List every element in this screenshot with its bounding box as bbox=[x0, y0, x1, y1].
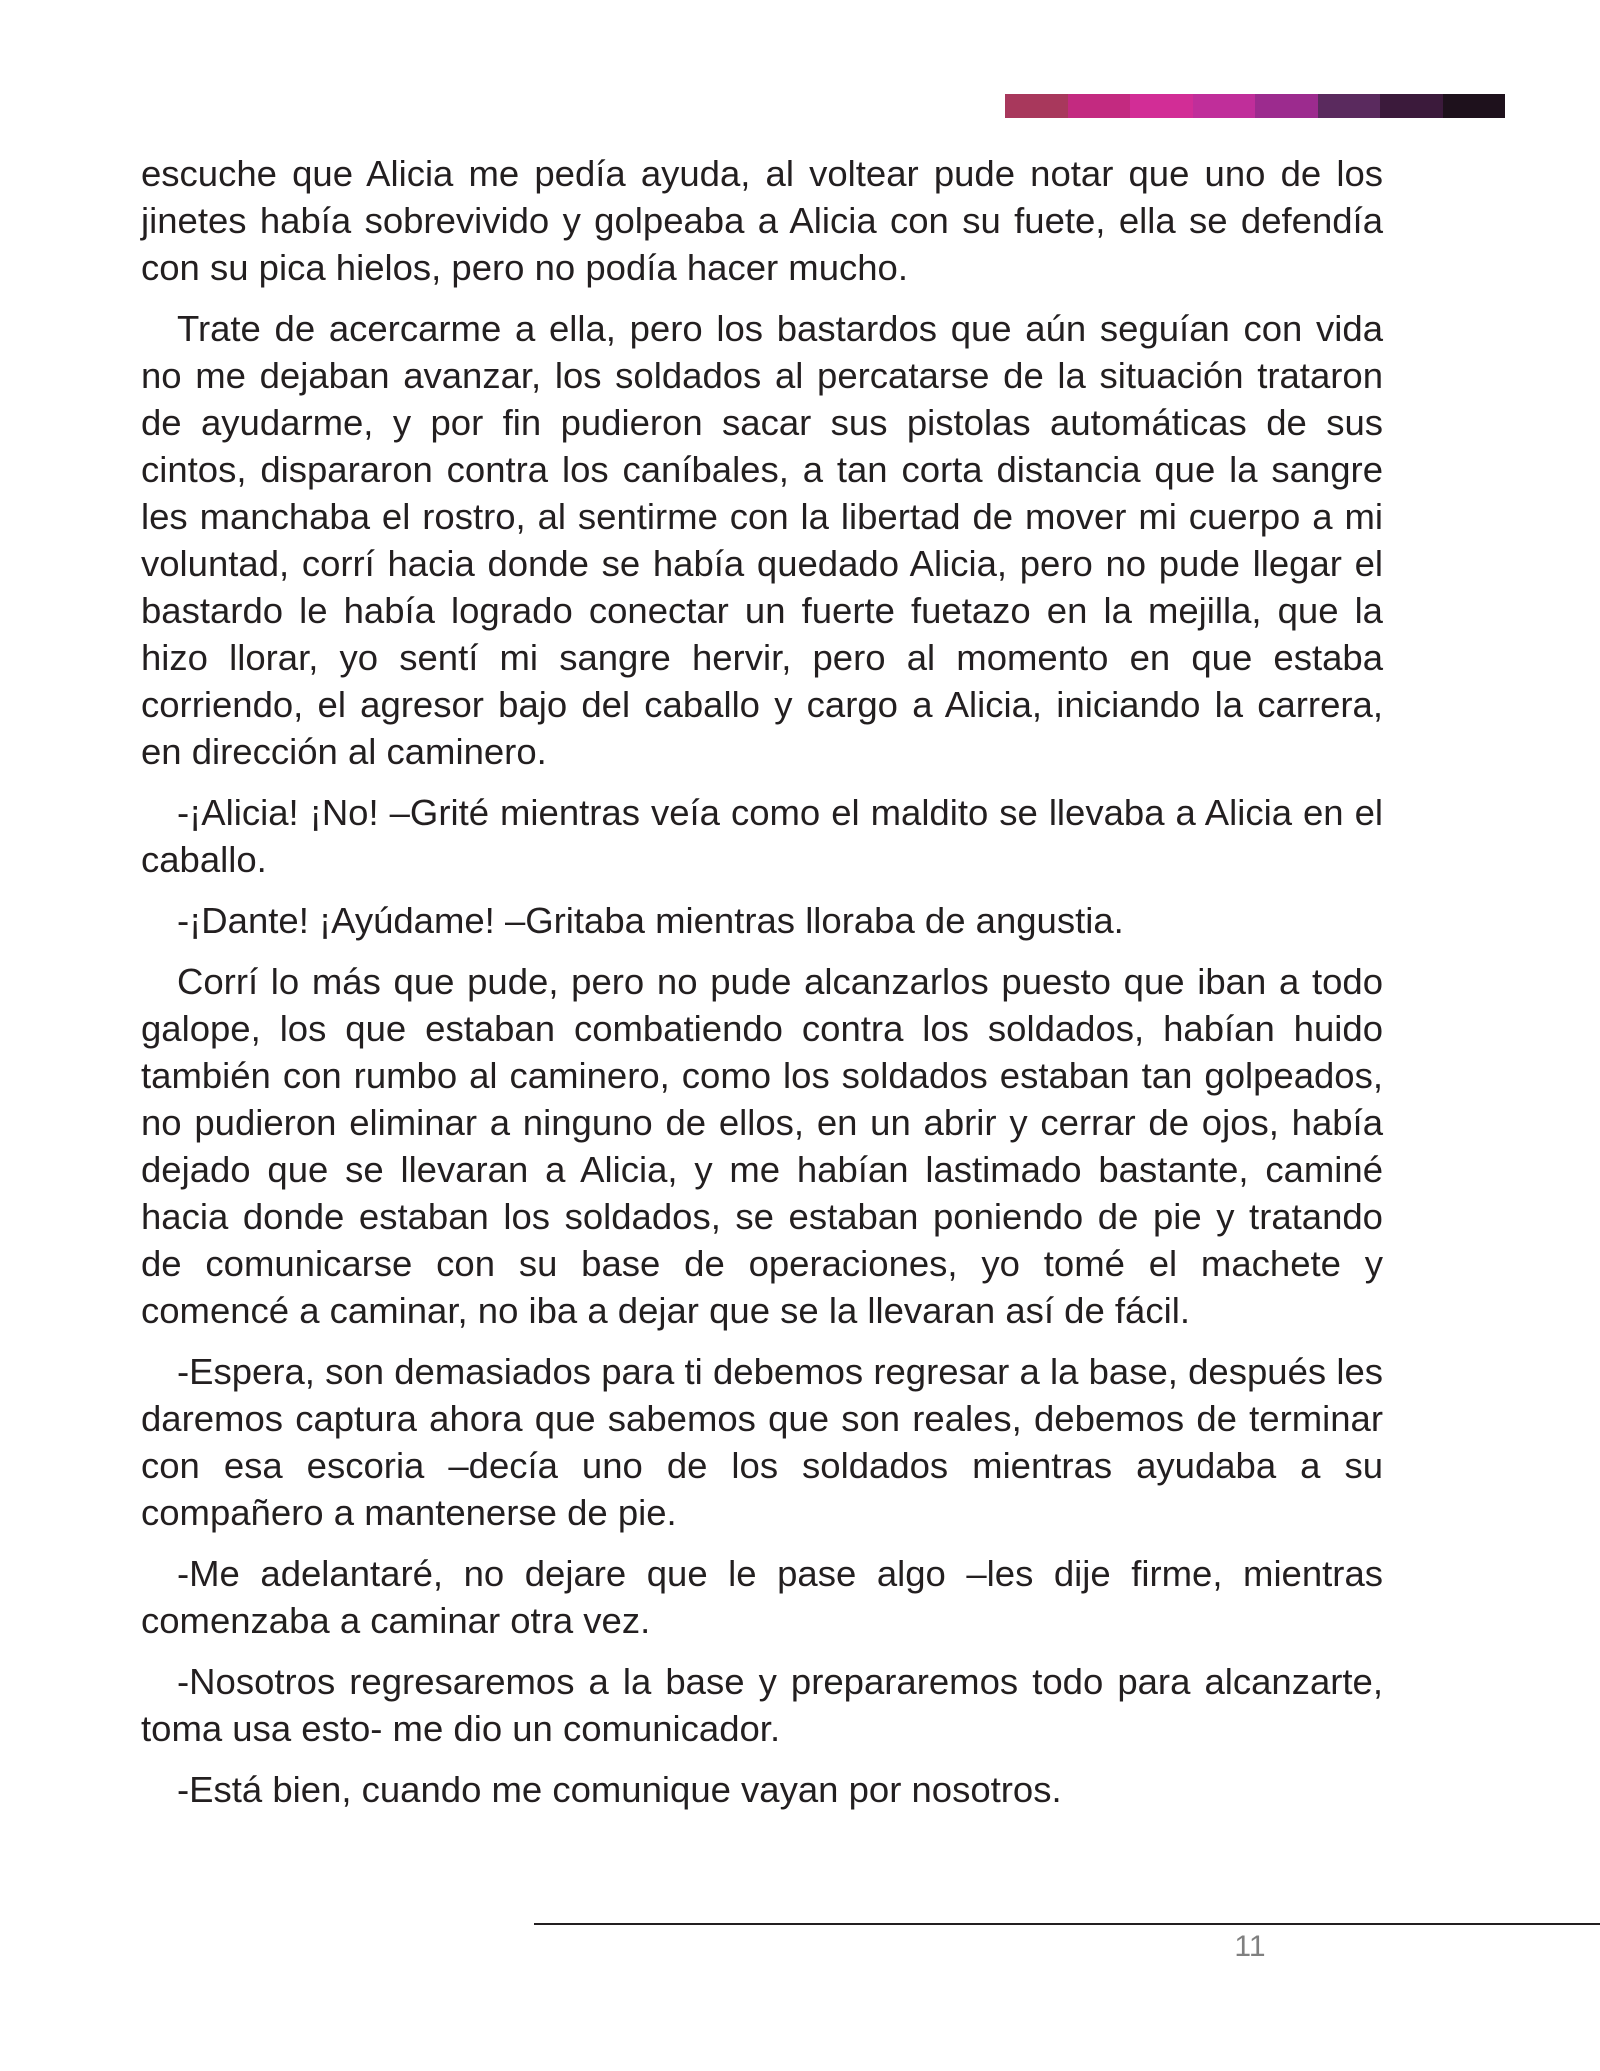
header-color-segment bbox=[1005, 94, 1068, 118]
page-number: 11 bbox=[1234, 1930, 1266, 1963]
header-color-segment bbox=[1068, 94, 1131, 118]
page-body bbox=[141, 150, 1383, 1827]
paragraph: Corrí lo más que pude, pero no pude alcanzarlos puesto que iban a todo galope, los que estaban combatiendo contra los soldados, habían huido también con rumbo al caminero, como los soldados estaban tan golpeados, no pudieron eliminar a ninguno de ellos, en un abrir y cerrar de ojos, había dejado que se llevaran a Alicia, y me habían lastimado bastante, caminé hacia donde estaban los soldados, se estaban poniendo de pie y tratando de comunicarse con su base de operaciones, yo tomé el machete y comencé a caminar, no iba a dejar que se la llevaran así de fácil. bbox=[141, 961, 1383, 1331]
paragraph: -Nosotros regresaremos a la base y prepararemos todo para alcanzarte, toma usa esto- me dio un comunicador. bbox=[141, 1661, 1383, 1749]
header-color-segment bbox=[1318, 94, 1381, 118]
paragraph: -¡Alicia! ¡No! –Grité mientras veía como el maldito se llevaba a Alicia en el caballo. bbox=[141, 792, 1383, 880]
paragraph: -Está bien, cuando me comunique vayan por nosotros. bbox=[177, 1769, 1062, 1810]
paragraph: -Espera, son demasiados para ti debemos regresar a la base, después les daremos captura ahora que sabemos que son reales, debemos de terminar con esa escoria –decía uno de los soldados mientras ayudaba a su compañero a mantenerse de pie. bbox=[141, 1351, 1383, 1533]
header-color-bar bbox=[1005, 94, 1505, 118]
paragraph: -Me adelantaré, no dejare que le pase algo –les dije firme, mientras comenzaba a caminar otra vez. bbox=[141, 1553, 1383, 1641]
paragraph: -¡Dante! ¡Ayúdame! –Gritaba mientras lloraba de angustia. bbox=[177, 900, 1124, 941]
header-color-segment bbox=[1193, 94, 1256, 118]
footer-rule bbox=[534, 1923, 1600, 1925]
header-color-segment bbox=[1130, 94, 1193, 118]
header-color-segment bbox=[1380, 94, 1443, 118]
header-color-segment bbox=[1255, 94, 1318, 118]
header-color-segment bbox=[1443, 94, 1506, 118]
paragraph: escuche que Alicia me pedía ayuda, al voltear pude notar que uno de los jinetes había sobrevivido y golpeaba a Alicia con su fuete, ella se defendía con su pica hielos, pero no podía hacer mucho. bbox=[141, 153, 1383, 288]
paragraph: Trate de acercarme a ella, pero los bastardos que aún seguían con vida no me dejaban avanzar, los soldados al percatarse de la situación trataron de ayudarme, y por fin pudieron sacar sus pistolas automáticas de sus cintos, dispararon contra los caníbales, a tan corta distancia que la sangre les manchaba el rostro, al sentirme con la libertad de mover mi cuerpo a mi voluntad, corrí hacia donde se había quedado Alicia, pero no pude llegar el bastardo le había logrado conectar un fuerte fuetazo en la mejilla, que la hizo llorar, yo sentí mi sangre hervir, pero al momento en que estaba corriendo, el agresor bajo del caballo y cargo a Alicia, iniciando la carrera, en dirección al caminero. bbox=[141, 308, 1383, 772]
